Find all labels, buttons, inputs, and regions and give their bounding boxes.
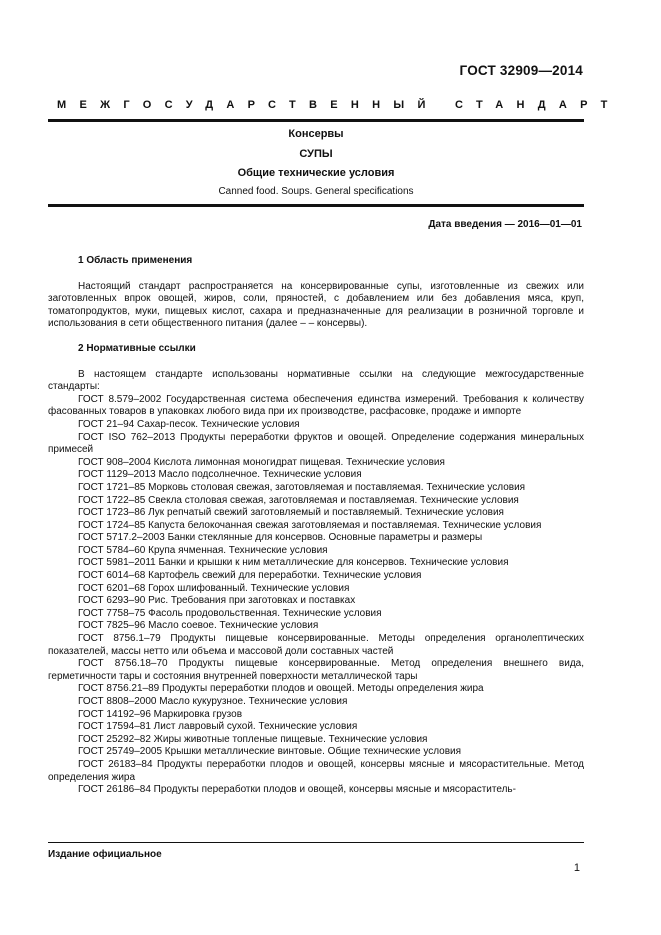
- reference-item: ГОСТ 21–94 Сахар-песок. Технические условия: [78, 418, 300, 430]
- section-2-heading: 2 Нормативные ссылки: [78, 342, 196, 354]
- official-edition-label: Издание официальное: [48, 849, 162, 860]
- reference-item: ГОСТ 8756.18–70 Продукты пищевые консервированные. Метод определения внешнего вида, герметичности тары и состояния внутренней поверхности металлической тары: [48, 658, 584, 682]
- introduction-date-value: — 2016—01—01: [504, 219, 582, 230]
- standard-code: ГОСТ 32909—2014: [459, 63, 583, 78]
- reference-item: ГОСТ 6293–90 Рис. Требования при заготовках и поставках: [78, 595, 356, 607]
- reference-item: ГОСТ 8.579–2002 Государственная система обеспечения единства измерений. Требования к количеству фасованных товаров в упаковках любого вида при их производстве, расфасовке, продаже и импорте: [48, 393, 584, 418]
- reference-item: ГОСТ 5717.2–2003 Банки стеклянные для консервов. Основные параметры и размеры: [78, 532, 483, 544]
- reference-item: ГОСТ 7825–96 Масло соевое. Технические условия: [78, 620, 319, 632]
- reference-item: ГОСТ 25749–2005 Крышки металлические винтовые. Общие технические условия: [78, 746, 462, 758]
- reference-item: ГОСТ 1724–85 Капуста белокочанная свежая заготовляемая и поставляемая. Технические условия: [78, 519, 542, 531]
- top-divider: [48, 119, 584, 122]
- document-body: [48, 246, 584, 797]
- reference-item: ГОСТ 8756.21–89 Продукты переработки плодов и овощей. Методы определения жира: [78, 683, 484, 695]
- title-subject: Общие технические условия: [237, 167, 395, 179]
- title-english: Canned food. Soups. General specifications: [218, 186, 414, 197]
- reference-item: ГОСТ 26183–84 Продукты переработки плодов и овощей, консервы мясные и мясорастительные. Метод определения жира: [48, 758, 584, 783]
- reference-item: ГОСТ 8808–2000 Масло кукурузное. Технические условия: [78, 696, 348, 707]
- reference-item: ГОСТ ISO 762–2013 Продукты переработки фруктов и овощей. Определение содержания минеральных примесей: [48, 431, 584, 456]
- reference-item: ГОСТ 1723–86 Лук репчатый свежий заготовляемый и поставляемый. Технические условия: [78, 507, 504, 519]
- normative-references-list: [48, 394, 584, 797]
- title-divider: [48, 204, 584, 207]
- introduction-date-label: Дата введения: [428, 219, 502, 230]
- title-product: СУПЫ: [299, 148, 333, 160]
- reference-item: ГОСТ 1129–2013 Масло подсолнечное. Технические условия: [78, 469, 362, 481]
- section-1-text: Настоящий стандарт распространяется на консервированные супы, изготовленные из свежих или заготовленных впрок овощей, жиров, соли, пряностей, с добавлением или без добавления мяса, круп, томатопродуктов, муки, пищевых кислот, сахара и предназначенные для реализации в розничной торговле и использования в сети общественного питания (далее – – консервы).: [48, 280, 584, 330]
- footer-divider: [48, 842, 584, 843]
- reference-item: ГОСТ 5981–2011 Банки и крышки к ним металлические для консервов. Технические условия: [78, 557, 509, 569]
- interstate-standard-title: МЕЖГОСУДАРСТВЕННЫЙ СТАНДАРТ: [57, 99, 621, 111]
- reference-item: ГОСТ 5784–60 Крупа ячменная. Технические условия: [78, 544, 328, 556]
- reference-item: ГОСТ 8756.1–79 Продукты пищевые консервированные. Методы определения органолептических показателей, массы нетто или объема и массовой доли составных частей: [48, 633, 584, 657]
- reference-item: ГОСТ 14192–96 Маркировка грузов: [78, 708, 243, 720]
- section-1-heading: 1 Область применения: [78, 255, 193, 266]
- reference-item: ГОСТ 1721–85 Морковь столовая свежая, заготовляемая и поставляемая. Технические условия: [78, 481, 526, 493]
- reference-item: ГОСТ 25292–82 Жиры животные топленые пищевые. Технические условия: [78, 733, 428, 745]
- reference-item: ГОСТ 17594–81 Лист лавровый сухой. Технические условия: [78, 721, 358, 733]
- title-category: Консервы: [288, 128, 344, 140]
- section-2-intro: В настоящем стандарте использованы нормативные ссылки на следующие межгосударственные стандарты:: [48, 368, 584, 393]
- reference-item: ГОСТ 908–2004 Кислота лимонная моногидрат пищевая. Технические условия: [78, 456, 445, 468]
- reference-item: ГОСТ 1722–85 Свекла столовая свежая, заготовляемая и поставляемая. Технические условия: [78, 494, 519, 506]
- page-number: 1: [573, 862, 580, 874]
- reference-item: ГОСТ 6014–68 Картофель свежий для переработки. Технические условия: [78, 570, 422, 582]
- reference-item: ГОСТ 6201–68 Горох шлифованный. Технические условия: [78, 582, 350, 594]
- reference-item: ГОСТ 26186–84 Продукты переработки плодов и овощей, консервы мясные и мясораститель-: [78, 784, 516, 796]
- introduction-date: [428, 219, 582, 230]
- reference-item: ГОСТ 7758–75 Фасоль продовольственная. Технические условия: [78, 607, 382, 619]
